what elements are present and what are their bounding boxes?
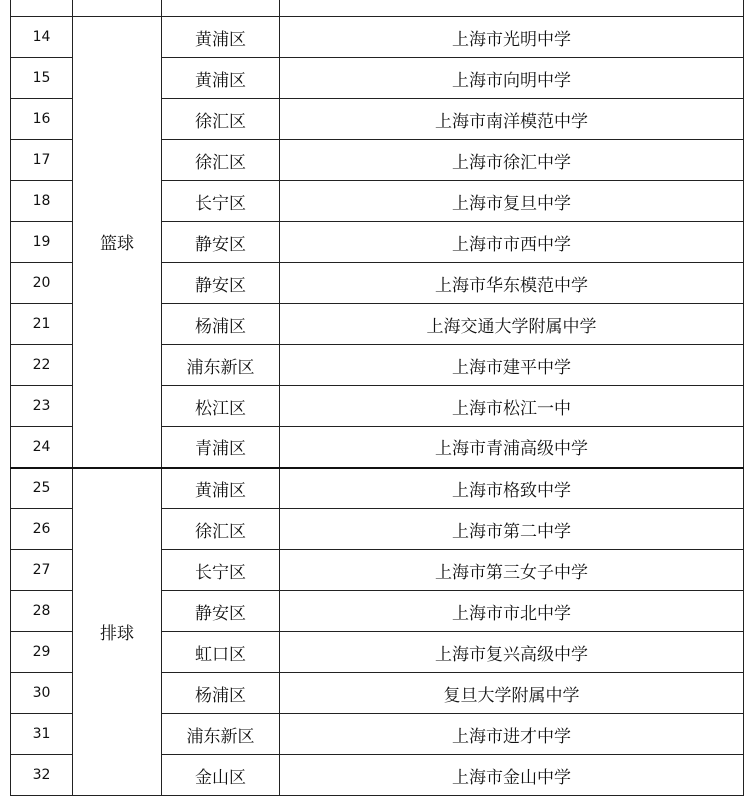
row-number: 19	[11, 222, 73, 263]
table-cell	[280, 0, 744, 17]
row-number: 31	[11, 714, 73, 755]
school-cell: 上海市徐汇中学	[280, 140, 744, 181]
row-number: 23	[11, 386, 73, 427]
row-number: 26	[11, 509, 73, 550]
row-number: 14	[11, 17, 73, 58]
school-cell: 复旦大学附属中学	[280, 673, 744, 714]
school-cell: 上海市进才中学	[280, 714, 744, 755]
district-cell: 黄浦区	[162, 17, 280, 58]
table-cell	[11, 0, 73, 17]
school-cell: 上海市建平中学	[280, 345, 744, 386]
district-cell: 青浦区	[162, 427, 280, 468]
district-cell: 长宁区	[162, 550, 280, 591]
row-number: 17	[11, 140, 73, 181]
school-cell: 上海市松江一中	[280, 386, 744, 427]
row-number: 32	[11, 755, 73, 796]
table-cell	[73, 0, 162, 17]
row-number: 18	[11, 181, 73, 222]
school-cell: 上海市第三女子中学	[280, 550, 744, 591]
school-cell: 上海市南洋模范中学	[280, 99, 744, 140]
school-cell: 上海市市西中学	[280, 222, 744, 263]
school-cell: 上海市金山中学	[280, 755, 744, 796]
row-number: 25	[11, 468, 73, 509]
school-cell: 上海交通大学附属中学	[280, 304, 744, 345]
sport-cell: 排球	[73, 468, 162, 796]
school-cell: 上海市向明中学	[280, 58, 744, 99]
row-number: 22	[11, 345, 73, 386]
table-cell	[162, 0, 280, 17]
table-row	[11, 17, 744, 58]
district-cell: 黄浦区	[162, 468, 280, 509]
row-number: 29	[11, 632, 73, 673]
district-cell: 杨浦区	[162, 304, 280, 345]
table-row	[11, 468, 744, 509]
district-cell: 浦东新区	[162, 714, 280, 755]
district-cell: 静安区	[162, 263, 280, 304]
row-number: 15	[11, 58, 73, 99]
district-cell: 金山区	[162, 755, 280, 796]
district-cell: 徐汇区	[162, 140, 280, 181]
row-number: 30	[11, 673, 73, 714]
row-number: 20	[11, 263, 73, 304]
school-cell: 上海市第二中学	[280, 509, 744, 550]
district-cell: 杨浦区	[162, 673, 280, 714]
row-number: 27	[11, 550, 73, 591]
school-cell: 上海市市北中学	[280, 591, 744, 632]
district-cell: 静安区	[162, 222, 280, 263]
sport-cell: 篮球	[73, 17, 162, 468]
district-cell: 静安区	[162, 591, 280, 632]
district-cell: 徐汇区	[162, 509, 280, 550]
school-table	[10, 0, 744, 796]
school-table-body	[11, 0, 744, 796]
district-cell: 松江区	[162, 386, 280, 427]
school-cell: 上海市复旦中学	[280, 181, 744, 222]
table-top-row	[11, 0, 744, 17]
district-cell: 长宁区	[162, 181, 280, 222]
district-cell: 徐汇区	[162, 99, 280, 140]
row-number: 21	[11, 304, 73, 345]
school-cell: 上海市格致中学	[280, 468, 744, 509]
school-cell: 上海市华东模范中学	[280, 263, 744, 304]
row-number: 28	[11, 591, 73, 632]
district-cell: 浦东新区	[162, 345, 280, 386]
row-number: 24	[11, 427, 73, 468]
district-cell: 黄浦区	[162, 58, 280, 99]
school-cell: 上海市光明中学	[280, 17, 744, 58]
school-cell: 上海市青浦高级中学	[280, 427, 744, 468]
school-cell: 上海市复兴高级中学	[280, 632, 744, 673]
row-number: 16	[11, 99, 73, 140]
district-cell: 虹口区	[162, 632, 280, 673]
